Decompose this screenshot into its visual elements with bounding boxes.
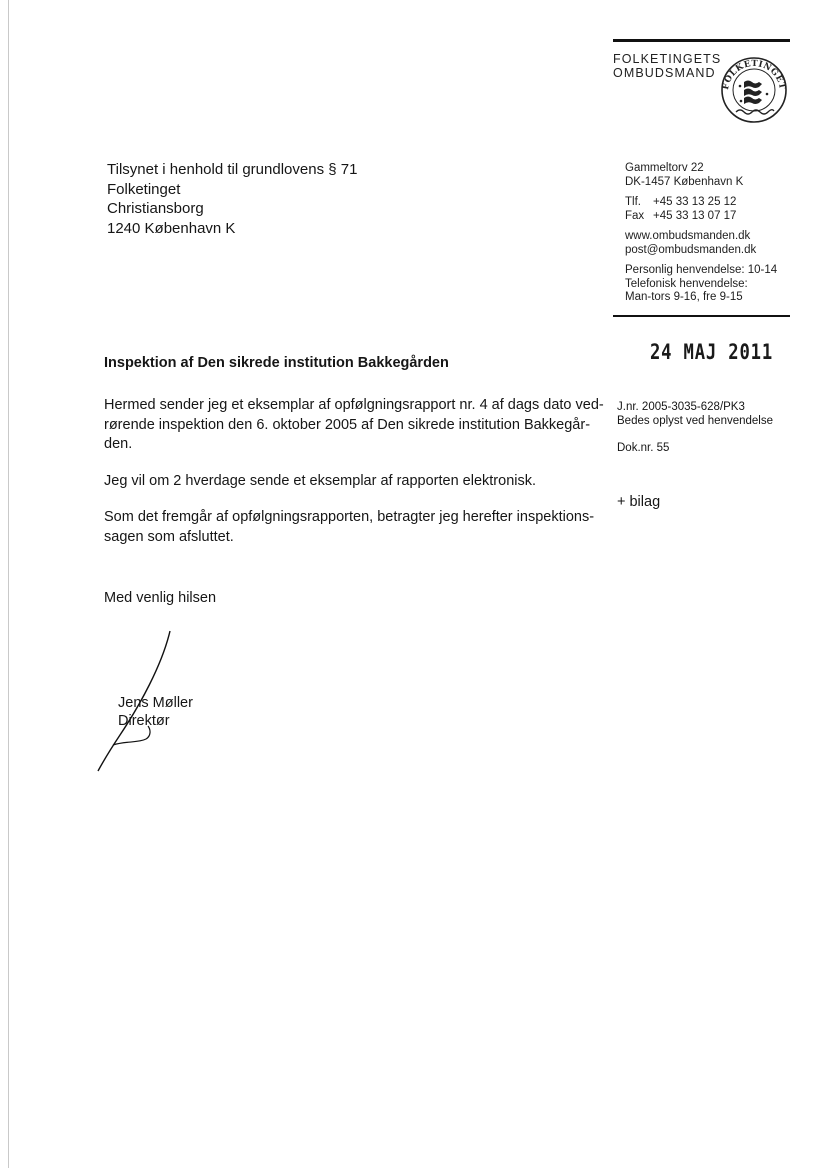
- contact-phone: +45 33 13 25 12: [653, 196, 737, 208]
- contact-web: www.ombudsmanden.dk: [625, 230, 751, 242]
- letter-subject: Inspektion af Den sikrede institution Bakkegården: [104, 355, 449, 371]
- contact-phone-row: [625, 196, 777, 210]
- contact-bottom-rule: [613, 315, 790, 317]
- body-p1-line1: Hermed sender jeg et eksemplar af opfølgningsrapport nr. 4 af dags dato ved-: [104, 397, 604, 413]
- recipient-line3: Christiansborg: [107, 200, 204, 217]
- body-p3-line1: Som det fremgår af opfølgningsrapporten, betragter jeg herefter inspektions-: [104, 509, 595, 525]
- folketinget-seal-icon: [720, 56, 788, 124]
- doc-number: Dok.nr. 55: [617, 442, 670, 454]
- body-p3-line2: sagen som afsluttet.: [104, 528, 234, 545]
- contact-hours-phone-label: Telefonisk henvendelse:: [625, 277, 748, 290]
- org-name: [613, 52, 721, 80]
- recipient-address: [107, 160, 357, 238]
- contact-fax-label: Fax: [625, 209, 645, 222]
- recipient-line1: Tilsynet i henhold til grundlovens § 71: [107, 161, 358, 178]
- body-p1-line3: den.: [104, 436, 133, 452]
- date-stamp: 24 MAJ 2011: [650, 340, 774, 364]
- handwritten-signature: [90, 625, 180, 775]
- recipient-line4: 1240 København K: [107, 219, 236, 237]
- body-paragraph-1: [104, 396, 604, 455]
- letterhead-top-rule: [613, 39, 790, 42]
- contact-email: post@ombudsmanden.dk: [625, 243, 757, 256]
- attachment-note: + bilag: [617, 494, 661, 510]
- signer-name: Jens Møller: [118, 695, 193, 711]
- reference-block: [617, 400, 773, 455]
- contact-postal: DK-1457 København K: [625, 175, 744, 188]
- body-paragraph-2: Jeg vil om 2 hverdage sende et eksemplar af rapporten elektronisk.: [104, 472, 537, 489]
- contact-hours-personal: Personlig henvendelse: 10-14: [625, 264, 778, 276]
- scan-edge: [8, 0, 9, 1168]
- letter-body: [104, 396, 604, 564]
- closing-greeting: Med venlig hilsen: [104, 590, 217, 606]
- case-note: Bedes oplyst ved henvendelse: [617, 415, 773, 427]
- body-paragraph-3: [104, 508, 595, 547]
- contact-hours-phone: Man-tors 9-16, fre 9-15: [625, 291, 743, 303]
- org-name-line2: OMBUDSMAND: [613, 66, 716, 80]
- body-p1-line2: rørende inspektion den 6. oktober 2005 af Den sikrede institution Bakkegår-: [104, 416, 591, 433]
- org-name-line1: FOLKETINGETS: [613, 52, 722, 66]
- case-number: J.nr. 2005-3035-628/PK3: [617, 401, 745, 413]
- contact-phone-label: Tlf.: [625, 196, 641, 208]
- contact-street: Gammeltorv 22: [625, 162, 704, 174]
- contact-fax-row: [625, 210, 777, 224]
- signer-title: Direktør: [118, 713, 170, 729]
- contact-fax: +45 33 13 07 17: [653, 209, 737, 222]
- recipient-line2: Folketinget: [107, 180, 181, 198]
- seal-text: FOLKETINGET: [721, 58, 787, 91]
- contact-block: [625, 162, 777, 305]
